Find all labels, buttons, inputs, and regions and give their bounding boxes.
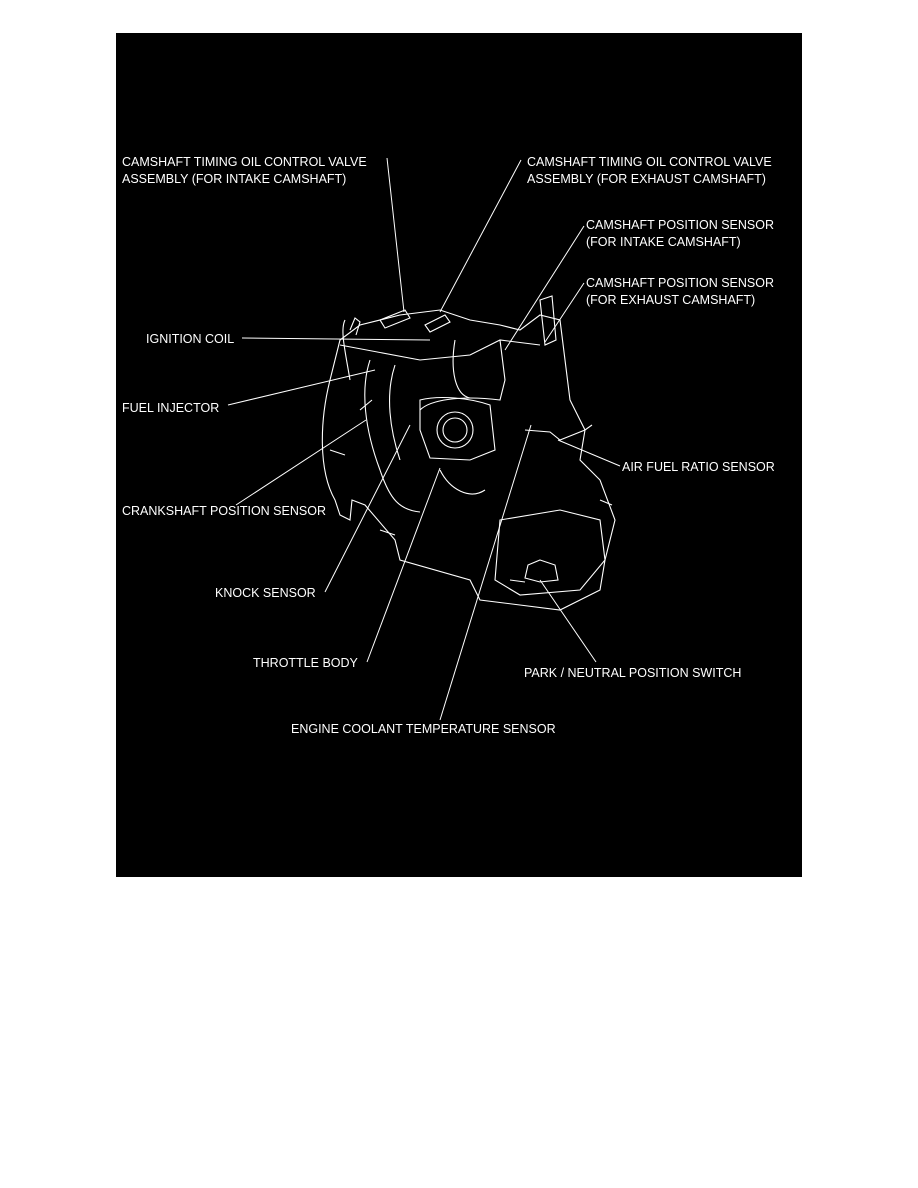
leader-pnp-switch [540, 580, 596, 662]
leader-ocv-intake [387, 158, 404, 312]
label-pnp-switch: PARK / NEUTRAL POSITION SWITCH [524, 666, 742, 680]
leader-ignition-coil [242, 338, 430, 340]
label-ect-sensor: ENGINE COOLANT TEMPERATURE SENSOR [291, 722, 556, 736]
label-af-sensor: AIR FUEL RATIO SENSOR [622, 460, 775, 474]
label-cmp-exhaust-line2: (FOR EXHAUST CAMSHAFT) [586, 293, 756, 307]
leader-fuel-injector [228, 370, 375, 405]
leader-ocv-exhaust [440, 160, 521, 312]
label-ocv-intake-line2: ASSEMBLY (FOR INTAKE CAMSHAFT) [122, 172, 347, 186]
label-ocv-intake-line1: CAMSHAFT TIMING OIL CONTROL VALVE [122, 155, 367, 169]
leader-cmp-intake [505, 226, 584, 350]
label-cmp-exhaust-line1: CAMSHAFT POSITION SENSOR [586, 276, 774, 290]
leader-af-sensor [558, 440, 620, 466]
leader-throttle-body [367, 468, 440, 662]
leader-cmp-exhaust [545, 283, 584, 342]
label-ckp-sensor: CRANKSHAFT POSITION SENSOR [122, 504, 326, 518]
label-cmp-intake-line2: (FOR INTAKE CAMSHAFT) [586, 235, 741, 249]
label-throttle-body: THROTTLE BODY [253, 656, 358, 670]
label-ignition-coil: IGNITION COIL [146, 332, 235, 346]
label-fuel-injector: FUEL INJECTOR [122, 401, 220, 415]
leader-ckp-sensor [236, 420, 366, 505]
label-ocv-exhaust-line1: CAMSHAFT TIMING OIL CONTROL VALVE [527, 155, 772, 169]
leader-ect-sensor [440, 425, 531, 720]
engine-illustration [322, 296, 615, 610]
label-cmp-intake-line1: CAMSHAFT POSITION SENSOR [586, 218, 774, 232]
label-knock-sensor: KNOCK SENSOR [215, 586, 316, 600]
label-ocv-exhaust-line2: ASSEMBLY (FOR EXHAUST CAMSHAFT) [527, 172, 766, 186]
